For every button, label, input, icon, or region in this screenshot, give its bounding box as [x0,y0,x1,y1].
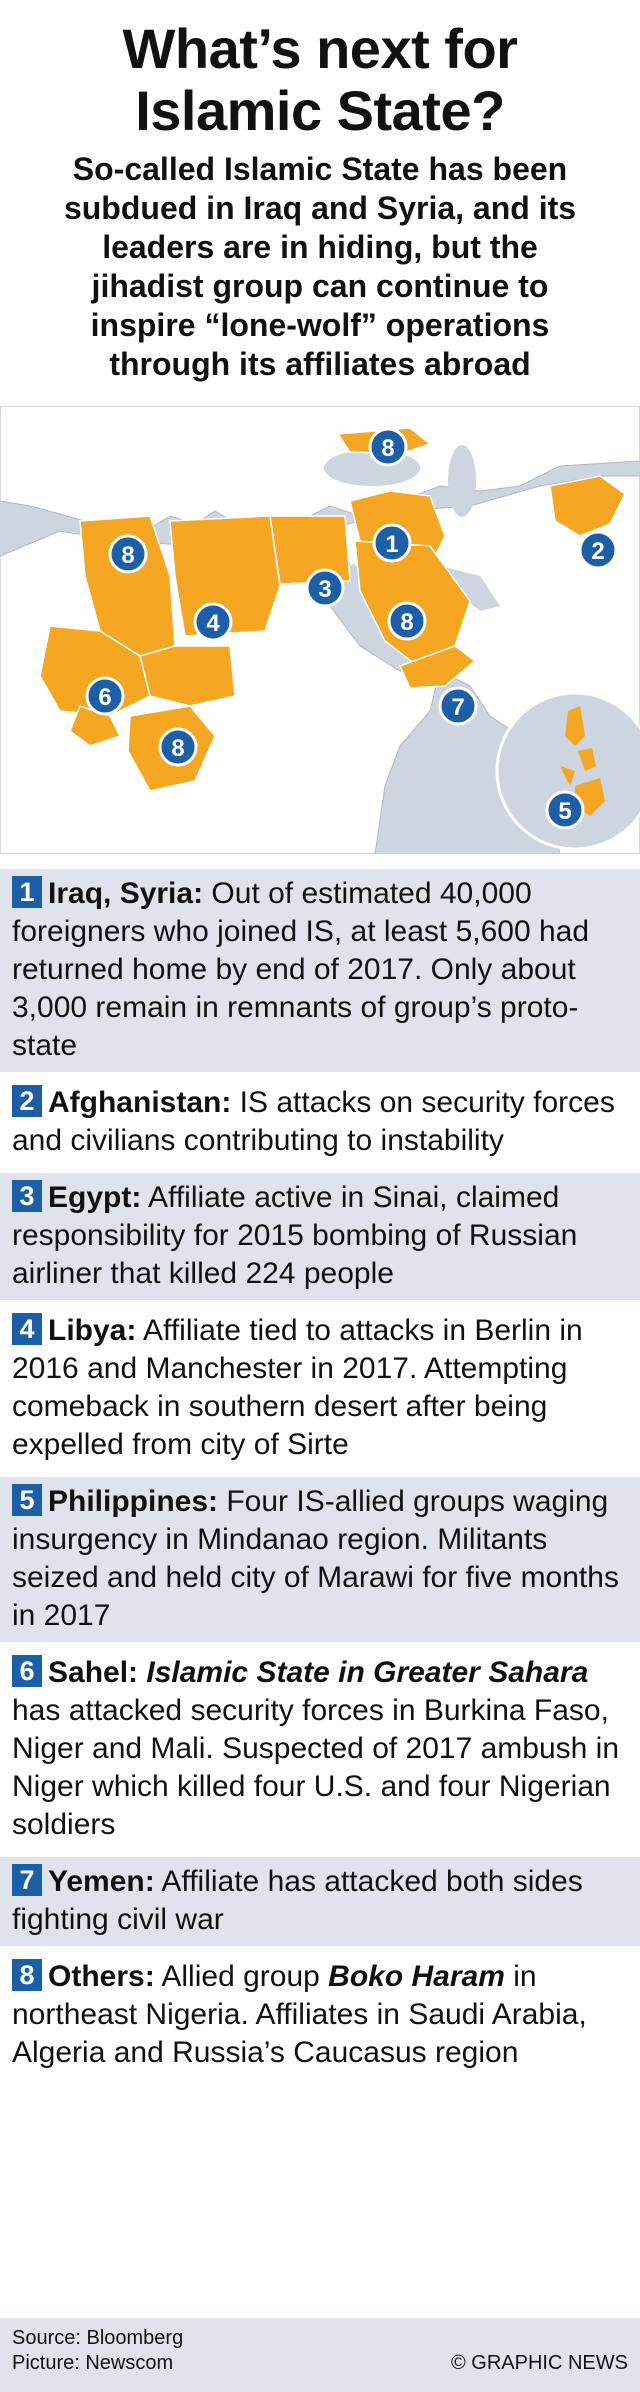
subtitle-line: through its affiliates abroad [109,346,531,382]
marker-8-algeria[interactable] [110,536,146,572]
svg-text:8: 8 [400,609,414,636]
source-credits [12,2326,183,2376]
map-svg [0,406,640,854]
marker-3-egypt[interactable] [307,570,343,606]
svg-text:7: 7 [451,694,465,721]
panel-number: 4 [12,1313,42,1345]
panel-iraq-syria [0,869,640,1072]
svg-text:8: 8 [121,542,135,569]
panel-heading: Afghanistan: [48,1086,232,1119]
marker-8-saudi-arabia[interactable] [389,603,425,639]
header [0,0,640,384]
panel-number: 8 [12,1959,42,1991]
info-panels [0,869,640,2085]
panel-number: 3 [12,1180,42,1212]
panel-text: Affiliate has attacked both sides fighting civil war [12,1865,583,1936]
panel-number: 1 [12,876,42,908]
panel-heading: Sahel: [48,1656,139,1689]
marker-5-philippines[interactable] [547,792,583,828]
panel-italic-name: Islamic State in Greater Sahara [146,1656,589,1689]
subtitle-line: So-called Islamic State has been [72,151,568,187]
footer [0,2318,640,2392]
publisher-credit: © GRAPHIC NEWS [451,2352,628,2374]
map [0,406,640,854]
panel-libya [0,1306,640,1471]
source-text: Source: Bloomberg [12,2327,184,2349]
panel-text: has attacked security forces in Burkina Faso, Niger and Mali. Suspected of 2017 ambush in Niger which killed four U.S. and four Nigerian soldiers [12,1694,620,1841]
panel-text: IS attacks on security forces and civilians contributing to instability [12,1086,615,1157]
panel-number: 7 [12,1864,42,1896]
panel-number: 6 [12,1655,42,1687]
title-line: What’s next for [122,17,518,80]
panel-heading: Iraq, Syria: [48,877,204,910]
panel-text: Out of estimated 40,000 foreigners who joined IS, at least 5,600 had returned home by end of 2017. Only about 3,000 remain in remnants of group’s proto-state [12,877,590,1062]
marker-6-sahel[interactable] [87,678,123,714]
svg-text:8: 8 [171,735,185,762]
svg-text:8: 8 [381,435,395,462]
panel-text-pre: Allied group [161,1960,320,1993]
region-niger [140,646,235,706]
panel-text: in northeast Nigeria. Affiliates in Saudi Arabia, Algeria and Russia’s Caucasus region [12,1960,587,2069]
panel-text: Affiliate active in Sinai, claimed responsibility for 2015 bombing of Russian airliner that killed 224 people [12,1181,578,1290]
marker-7-yemen[interactable] [440,688,476,724]
subtitle-line: leaders are in hiding, but the [102,229,538,265]
panel-others [0,1952,640,2079]
svg-text:4: 4 [206,610,220,637]
subtitle-line: jihadist group can continue to [91,268,549,304]
panel-heading: Libya: [48,1314,137,1347]
caspian-sea [448,445,476,517]
subtitle-line: subdued in Iraq and Syria, and its [63,190,577,226]
page-title [0,0,640,142]
subtitle-line: inspire “lone-wolf” operations [90,307,550,343]
panel-italic-name: Boko Haram [328,1960,505,1993]
panel-heading: Philippines: [48,1485,219,1518]
marker-2-afghanistan[interactable] [580,532,616,568]
svg-text:5: 5 [558,798,572,825]
marker-1-iraq-syria[interactable] [374,525,410,561]
title-line: Islamic State? [135,79,505,142]
panel-heading: Egypt: [48,1181,142,1214]
marker-4-libya[interactable] [195,604,231,640]
panel-philippines [0,1477,640,1642]
marker-8-caucasus[interactable] [370,429,406,465]
panel-number: 2 [12,1085,42,1117]
svg-text:1: 1 [385,531,399,558]
panel-heading: Yemen: [48,1865,155,1898]
page-subtitle [10,150,630,384]
picture-credit: Picture: Newscom [12,2352,174,2374]
marker-8-nigeria[interactable] [160,729,196,765]
panel-text: Affiliate tied to attacks in Berlin in 2016 and Manchester in 2017. Attempting comeback in southern desert after being expelled from city of Sirte [12,1314,583,1461]
panel-yemen [0,1857,640,1946]
svg-text:2: 2 [591,538,605,565]
panel-egypt [0,1173,640,1300]
svg-text:6: 6 [98,684,112,711]
svg-text:3: 3 [318,576,332,603]
panel-heading: Others: [48,1960,155,1993]
panel-number: 5 [12,1484,42,1516]
panel-text: Four IS-allied groups waging insurgency in Mindanao region. Militants seized and held city of Marawi for five months in 2017 [12,1485,619,1632]
panel-afghanistan [0,1078,640,1167]
panel-sahel [0,1648,640,1851]
